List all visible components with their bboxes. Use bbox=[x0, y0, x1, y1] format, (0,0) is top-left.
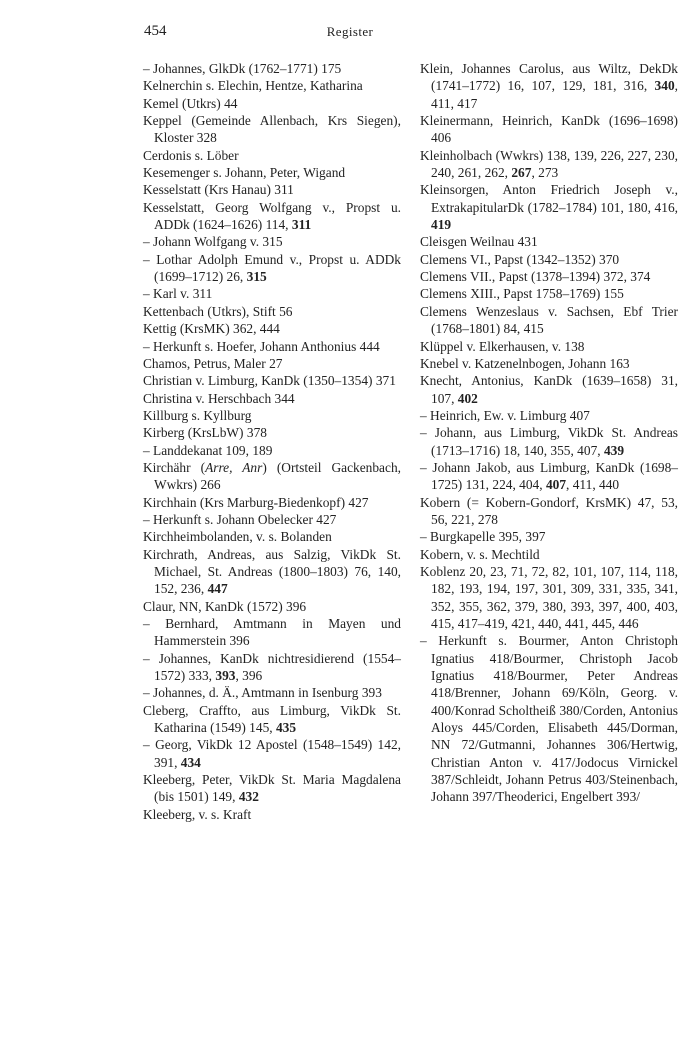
index-entry bbox=[420, 338, 678, 355]
index-entry bbox=[420, 494, 678, 529]
index-entry bbox=[143, 511, 401, 528]
index-entry bbox=[420, 632, 678, 805]
index-entry bbox=[143, 684, 401, 701]
index-entry bbox=[420, 285, 678, 302]
index-entry bbox=[143, 181, 401, 198]
entry-text: Kirchrath, Andreas, aus Salzig, VikDk St. Michael, St. Andreas (1800–1803) 76, 140, 152, 236, bbox=[143, 546, 401, 597]
entry-bold-page-ref: 439 bbox=[603, 442, 625, 458]
index-entry bbox=[143, 442, 401, 459]
index-entry bbox=[143, 615, 401, 650]
entry-text: Keppel (Gemeinde Allenbach, Krs Siegen), Kloster 328 bbox=[143, 113, 401, 146]
index-entry bbox=[420, 424, 678, 459]
entry-bold-page-ref: 402 bbox=[457, 390, 478, 406]
entry-text: – Johannes, GlkDk (1762–1771) 175 bbox=[143, 61, 342, 76]
index-entry bbox=[420, 528, 678, 545]
index-entry bbox=[143, 164, 401, 181]
entry-bold-page-ref: 447 bbox=[207, 581, 228, 597]
index-entry bbox=[143, 338, 401, 355]
index-entry bbox=[143, 702, 401, 737]
entry-text: Knebel v. Katzenelnbogen, Johann 163 bbox=[420, 355, 630, 371]
entry-text: Cerdonis s. Löber bbox=[143, 147, 239, 163]
entry-text: Cleisgen Weilnau 431 bbox=[420, 234, 538, 250]
entry-text: Kirberg (KrsLbW) 378 bbox=[143, 425, 267, 441]
entry-italic-text: Arre, Anr bbox=[205, 459, 263, 475]
index-entry bbox=[143, 95, 401, 112]
entry-text: – Herkunft s. Hoefer, Johann Anthonius 444 bbox=[143, 338, 380, 354]
entry-text: Knecht, Antonius, KanDk (1639–1658) 31, 107, bbox=[420, 373, 678, 406]
index-entry bbox=[143, 528, 401, 545]
entry-text: Clemens VII., Papst (1378–1394) 372, 374 bbox=[420, 269, 651, 285]
index-entry bbox=[143, 736, 401, 771]
entry-text: Chamos, Petrus, Maler 27 bbox=[143, 355, 283, 371]
entry-text: Kesselstatt, Georg Wolfgang v., Propst u. ADDk (1624–1626) 114, bbox=[143, 199, 401, 233]
entry-bold-page-ref: 432 bbox=[238, 789, 259, 805]
entry-text: Klüppel v. Elkerhausen, v. 138 bbox=[420, 338, 585, 354]
entry-text: Kirchhain (Krs Marburg-Biedenkopf) 427 bbox=[143, 494, 369, 510]
entry-text: , 273 bbox=[531, 165, 559, 181]
entry-text: Kobern, v. s. Mechtild bbox=[420, 546, 540, 562]
entry-text: Kirchheimbolanden, v. s. Bolanden bbox=[143, 529, 332, 545]
entry-text: Christina v. Herschbach 344 bbox=[143, 390, 295, 406]
entry-bold-page-ref: 340 bbox=[654, 78, 675, 94]
entry-text: – Landdekanat 109, 189 bbox=[143, 442, 273, 458]
index-entry bbox=[420, 303, 678, 338]
entry-bold-page-ref: 419 bbox=[431, 217, 452, 233]
entry-text: Kelnerchin s. Elechin, Hentze, Katharina bbox=[143, 78, 363, 94]
entry-text: Kettenbach (Utkrs), Stift 56 bbox=[143, 303, 293, 319]
index-entry bbox=[143, 112, 401, 147]
entry-text: Killburg s. Kyllburg bbox=[143, 407, 252, 423]
entry-text: Kettig (KrsMK) 362, 444 bbox=[143, 321, 280, 337]
entry-text: – Johannes, KanDk nichtresidierend (1554–1572) 333, bbox=[143, 650, 401, 684]
entry-text: Claur, NN, KanDk (1572) 396 bbox=[143, 598, 307, 614]
index-entry bbox=[420, 268, 678, 285]
entry-text: – Herkunft s. Bourmer, Anton Christoph Ignatius 418/Bourmer, Christoph Jacob Ignatius 418/Bourmer, Peter Andreas 418/Brenner, Johann 69/Köln, Georg. v. 400/Konrad Scholtheiß 380/Corden, Antonius Aloys 445/Corden, Elisabeth 445/Dorman, NN 72/Gutmanni, Johannes 306/Hertwig, Christian Anton v. 417/Jodocus Virnickel 387/Schleidt, Johann Petrus 403/Steinenbach, Johann 397/Theoderici, Engelbert 393/ bbox=[420, 633, 678, 805]
index-entry bbox=[143, 390, 401, 407]
entry-text: – Johann Wolfgang v. 315 bbox=[143, 234, 283, 250]
index-entry bbox=[420, 355, 678, 372]
entry-text: Kirchähr ( bbox=[143, 459, 206, 475]
index-entry bbox=[143, 372, 401, 389]
index-entry bbox=[143, 424, 401, 441]
entry-text: ) (Ortsteil Gackenbach, Wwkrs) 266 bbox=[154, 459, 401, 493]
entry-text: Cleberg, Craffto, aus Limburg, VikDk St. Katharina (1549) 145, bbox=[143, 702, 401, 736]
entry-text: Kesselstatt (Krs Hanau) 311 bbox=[143, 182, 294, 198]
page-number: 454 bbox=[144, 23, 167, 39]
index-entry bbox=[143, 199, 401, 234]
entry-text: Kleinholbach (Wwkrs) 138, 139, 226, 227, 230, 240, 261, 262, bbox=[420, 147, 678, 181]
running-title: Register bbox=[326, 24, 374, 39]
entry-text: Clemens VI., Papst (1342–1352) 370 bbox=[420, 251, 620, 267]
index-entry bbox=[143, 598, 401, 615]
entry-text: , 411, 417 bbox=[431, 78, 678, 111]
entry-text: Kleinsorgen, Anton Friedrich Joseph v., ExtrakapitularDk (1782–1784) 101, 180, 416, bbox=[420, 182, 678, 215]
entry-text: – Heinrich, Ew. v. Limburg 407 bbox=[420, 407, 590, 423]
index-entry bbox=[143, 303, 401, 320]
entry-text: Kleeberg, Peter, VikDk St. Maria Magdalena (bis 1501) 149, bbox=[143, 772, 401, 805]
index-entry bbox=[143, 233, 401, 250]
entry-bold-page-ref: 315 bbox=[246, 269, 267, 285]
entry-text: – Karl v. 311 bbox=[143, 286, 213, 302]
entry-bold-page-ref: 267 bbox=[511, 165, 532, 181]
entry-bold-page-ref: 435 bbox=[275, 720, 297, 736]
index-entry bbox=[143, 285, 401, 302]
index-entry bbox=[420, 372, 678, 407]
entry-text: – Johann Jakob, aus Limburg, KanDk (1698–1725) 131, 224, 404, bbox=[420, 459, 678, 493]
index-entry bbox=[420, 147, 678, 182]
index-entry bbox=[143, 60, 401, 77]
entry-text: – Lothar Adolph Emund v., Propst u. ADDk (1699–1712) 26, bbox=[143, 251, 401, 285]
index-entry bbox=[420, 459, 678, 494]
entry-text: Kobern (= Kobern-Gondorf, KrsMK) 47, 53, 56, 221, 278 bbox=[420, 494, 678, 527]
index-entry bbox=[420, 546, 678, 563]
entry-text: Clemens XIII., Papst 1758–1769) 155 bbox=[420, 286, 624, 302]
index-entry bbox=[143, 251, 401, 286]
entry-text: Kleeberg, v. s. Kraft bbox=[143, 806, 252, 822]
entry-text: , 411, 440 bbox=[566, 477, 620, 493]
entry-text: – Johannes, d. Ä., Amtmann in Isenburg 393 bbox=[143, 685, 382, 701]
entry-text: Koblenz 20, 23, 71, 72, 82, 101, 107, 114, 118, 182, 193, 194, 197, 301, 309, 331, 335, 341, 352, 355, 362, 379, 380, 393, 397, 400, 403, 415, 417–419, 421, 440, 441, 445, 446 bbox=[420, 563, 678, 631]
index-entry bbox=[143, 407, 401, 424]
index-entry bbox=[420, 407, 678, 424]
entry-bold-page-ref: 393 bbox=[215, 668, 236, 684]
entry-text: Kemel (Utkrs) 44 bbox=[143, 95, 238, 111]
entry-text: , 396 bbox=[235, 668, 263, 684]
index-entry bbox=[420, 181, 678, 233]
index-entry bbox=[420, 112, 678, 147]
entry-text: – Georg, VikDk 12 Apostel (1548–1549) 142, 391, bbox=[143, 737, 401, 770]
entry-bold-page-ref: 434 bbox=[180, 754, 201, 770]
entry-bold-page-ref: 407 bbox=[545, 477, 567, 493]
index-entry bbox=[143, 650, 401, 685]
entry-text: Clemens Wenzeslaus v. Sachsen, Ebf Trier (1768–1801) 84, 415 bbox=[420, 303, 678, 337]
index-entry bbox=[143, 546, 401, 598]
index-entry bbox=[143, 320, 401, 337]
index-column-right bbox=[420, 60, 678, 806]
entry-text: Kesemenger s. Johann, Peter, Wigand bbox=[143, 165, 346, 181]
entry-text: – Bernhard, Amtmann in Mayen und Hammerstein 396 bbox=[143, 616, 401, 649]
index-entry bbox=[143, 77, 401, 94]
index-column-left bbox=[143, 60, 401, 823]
index-entry bbox=[420, 60, 678, 112]
index-entry bbox=[143, 806, 401, 823]
index-entry bbox=[420, 251, 678, 268]
index-entry bbox=[143, 771, 401, 806]
index-entry bbox=[143, 147, 401, 164]
entry-text: Klein, Johannes Carolus, aus Wiltz, DekDk (1741–1772) 16, 107, 129, 181, 316, bbox=[420, 61, 678, 94]
index-entry bbox=[143, 459, 401, 494]
entry-text: – Burgkapelle 395, 397 bbox=[420, 529, 546, 545]
entry-text: – Herkunft s. Johann Obelecker 427 bbox=[143, 511, 337, 527]
index-entry bbox=[420, 563, 678, 632]
index-entry bbox=[143, 355, 401, 372]
entry-text: Christian v. Limburg, KanDk (1350–1354) 371 bbox=[143, 373, 396, 389]
entry-text: Kleinermann, Heinrich, KanDk (1696–1698) 406 bbox=[420, 113, 678, 146]
entry-bold-page-ref: 311 bbox=[291, 217, 312, 233]
index-entry bbox=[420, 233, 678, 250]
index-entry bbox=[143, 494, 401, 511]
entry-text: – Johann, aus Limburg, VikDk St. Andreas (1713–1716) 18, 140, 355, 407, bbox=[420, 425, 678, 458]
